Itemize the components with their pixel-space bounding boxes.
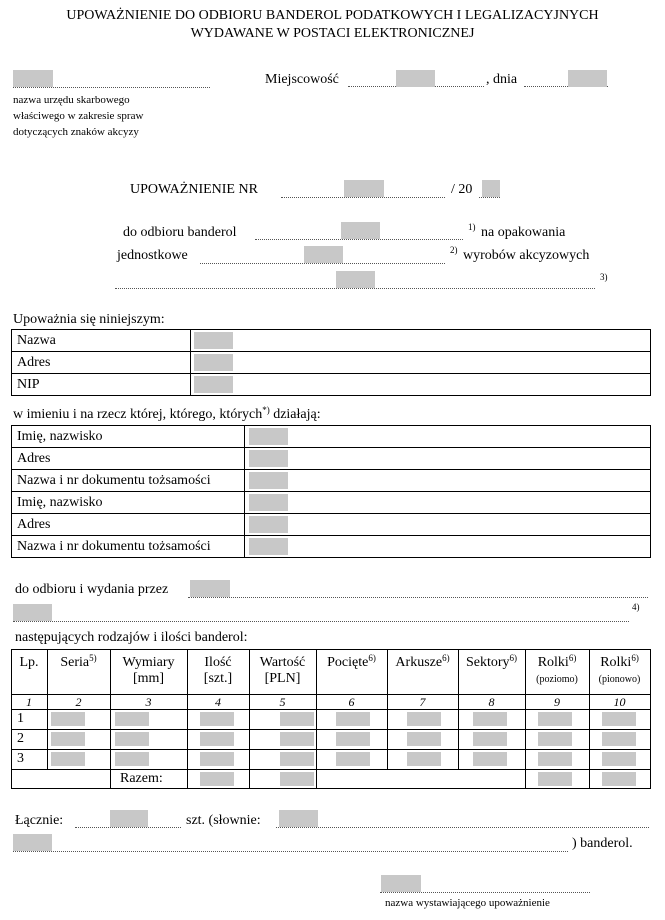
signature-field[interactable]: [381, 875, 421, 892]
authorized-name-field[interactable]: [194, 332, 233, 349]
person2-name-field[interactable]: [249, 494, 288, 511]
date-label: , dnia: [486, 72, 518, 87]
row1-dimensions-field[interactable]: [115, 712, 149, 726]
row1-sheets-field[interactable]: [407, 712, 441, 726]
packaging-field[interactable]: [304, 246, 343, 263]
row2-sectors-field[interactable]: [473, 732, 507, 746]
col-header-text: Ilość: [204, 655, 232, 670]
total-words-line1: [276, 827, 649, 828]
banderol-type-field[interactable]: [341, 222, 380, 239]
footnote-4-marker: 4): [632, 602, 640, 612]
person1-id-field[interactable]: [249, 472, 288, 489]
row2-quantity-field[interactable]: [200, 732, 234, 746]
col-header-ilosc: [187, 655, 249, 687]
col-header-text: Lp.: [19, 655, 39, 670]
col-number: 8: [488, 695, 495, 709]
total-quantity-field[interactable]: [200, 772, 234, 786]
auth-year-field[interactable]: [482, 180, 500, 197]
total-unit-label: szt. (słownie:: [186, 813, 261, 828]
purpose-line2-dots: [200, 263, 445, 264]
footnote-5-marker: 5): [89, 653, 97, 663]
person2-id-field[interactable]: [249, 538, 288, 555]
issued-by-line2: [13, 621, 629, 622]
footnote-6-marker: 6): [631, 653, 639, 663]
col-number: 4: [215, 695, 221, 709]
footnote-6-marker: 6): [509, 653, 518, 663]
col-header-text: Seria: [60, 655, 90, 670]
row-number: 1: [17, 711, 24, 726]
date-field[interactable]: [568, 70, 607, 87]
col-header-text: Rolki: [537, 655, 569, 670]
col-number: 2: [75, 695, 82, 709]
total-rolls-horizontal-field[interactable]: [538, 772, 572, 786]
row3-series-field[interactable]: [51, 752, 85, 766]
purpose-line1-text: do odbioru banderol: [123, 225, 237, 240]
total-amount-line: [75, 827, 181, 828]
person2-address-field[interactable]: [249, 516, 288, 533]
col-header-wartosc: [249, 655, 316, 687]
col-number: 6: [348, 695, 355, 709]
auth-year-line: [479, 197, 500, 198]
authorized-row-label: Adres: [17, 355, 51, 370]
excise-products-line: [115, 288, 595, 289]
row3-dimensions-field[interactable]: [115, 752, 149, 766]
issued-by-line1: [188, 597, 648, 598]
col-header-text: Rolki: [600, 655, 632, 670]
col-header-rolki-poziomo: [525, 655, 589, 688]
footnote-3-marker: 3): [600, 272, 608, 282]
row2-cut-field[interactable]: [336, 732, 370, 746]
col-number: 9: [554, 695, 560, 709]
person1-name-field[interactable]: [249, 428, 288, 445]
col-header-seria: [47, 655, 110, 671]
col-header-rolki-pionowo: [589, 655, 650, 688]
issuer-field[interactable]: [190, 580, 230, 597]
row2-sheets-field[interactable]: [407, 732, 441, 746]
col-header-unit: [PLN]: [264, 671, 301, 686]
row3-rolls-horizontal-field[interactable]: [538, 752, 572, 766]
footnote-2-marker: 2): [450, 245, 458, 255]
row1-sectors-field[interactable]: [473, 712, 507, 726]
footnote-6-marker: 6): [568, 653, 577, 663]
purpose-line1-post: na opakowania: [481, 225, 566, 240]
purpose-line2-text: jednostkowe: [117, 248, 188, 263]
footnote-6-marker: 6): [368, 653, 376, 663]
signature-line: [380, 892, 590, 893]
col-header-wymiary: [110, 655, 187, 687]
signature-caption: nazwa wystawiającego upoważnienie: [385, 897, 550, 909]
person-row-label: Adres: [17, 451, 51, 466]
banderols-intro: następujących rodzajów i ilości banderol:: [15, 630, 248, 645]
col-header-text: Pocięte: [327, 655, 369, 670]
col-header-sub: (poziomo): [536, 674, 578, 685]
person-row-label: Imię, nazwisko: [17, 495, 103, 510]
row3-sectors-field[interactable]: [473, 752, 507, 766]
total-amount-field[interactable]: [110, 810, 148, 827]
row1-series-field[interactable]: [51, 712, 85, 726]
total-label: Łącznie:: [15, 813, 64, 828]
row2-series-field[interactable]: [51, 732, 85, 746]
col-header-pociete: [316, 655, 387, 671]
total-words-field[interactable]: [279, 810, 318, 827]
office-caption-1: nazwa urzędu skarbowego: [13, 94, 130, 106]
excise-products-field[interactable]: [336, 271, 375, 288]
auth-number-line: [281, 197, 445, 198]
authorized-row-label: Nazwa: [17, 333, 56, 348]
person-row-label: Nazwa i nr dokumentu tożsamości: [17, 473, 211, 488]
row2-value-field[interactable]: [280, 732, 314, 746]
col-number: 3: [145, 695, 152, 709]
total-value-field[interactable]: [280, 772, 314, 786]
col-number: 5: [279, 695, 286, 709]
authorized-row-label: NIP: [17, 377, 40, 392]
col-header-text: Wartość: [259, 655, 306, 670]
row1-rolls-horizontal-field[interactable]: [538, 712, 572, 726]
purpose-line1-dots: [255, 239, 463, 240]
auth-number-field[interactable]: [344, 180, 384, 197]
row2-dimensions-field[interactable]: [115, 732, 149, 746]
row1-rolls-vertical-field[interactable]: [602, 712, 636, 726]
col-header-unit: [szt.]: [203, 671, 233, 686]
row-number: 3: [17, 751, 24, 766]
office-name-field[interactable]: [13, 70, 53, 87]
total-words-line2: [13, 851, 568, 852]
authorized-address-field[interactable]: [194, 354, 233, 371]
col-header-sub: (pionowo): [598, 674, 641, 685]
row3-cut-field[interactable]: [336, 752, 370, 766]
place-field[interactable]: [396, 70, 435, 87]
issued-by-label: do odbioru i wydania przez: [15, 582, 169, 597]
row-number: 2: [17, 731, 24, 746]
total-words-field-continued[interactable]: [13, 834, 52, 851]
row3-rolls-vertical-field[interactable]: [602, 752, 636, 766]
office-name-line: [13, 87, 210, 88]
authorized-intro: Upoważnia się niniejszym:: [13, 312, 165, 327]
col-header-lp: [11, 655, 47, 671]
row3-sheets-field[interactable]: [407, 752, 441, 766]
row1-quantity-field[interactable]: [200, 712, 234, 726]
col-header-text: Sektory: [465, 655, 510, 670]
auth-year-label: / 20: [451, 182, 473, 197]
person1-address-field[interactable]: [249, 450, 288, 467]
total-row-label: Razem:: [120, 771, 163, 786]
purpose-line2-post: wyrobów akcyzowych: [463, 248, 590, 263]
col-header-sektory: [458, 655, 525, 671]
document-title-line2: WYDAWANE W POSTACI ELEKTRONICZNEJ: [190, 26, 475, 41]
on-behalf-intro-end: działają:: [269, 407, 321, 422]
person-row-label: Imię, nazwisko: [17, 429, 103, 444]
issuer-field-continued[interactable]: [13, 604, 52, 621]
row3-quantity-field[interactable]: [200, 752, 234, 766]
on-behalf-intro-text: w imieniu i na rzecz której, którego, których: [13, 407, 263, 422]
col-header-text: Wymiary: [122, 655, 175, 670]
authorized-nip-field[interactable]: [194, 376, 233, 393]
place-label: Miejscowość: [265, 72, 339, 87]
col-number: 1: [26, 695, 32, 709]
document-title-line1: UPOWAŻNIENIE DO ODBIORU BANDEROL PODATKOWYCH I LEGALIZACYJNYCH: [66, 8, 599, 23]
col-number: 7: [419, 695, 426, 709]
on-behalf-intro: [13, 407, 321, 423]
person-row-label: Adres: [17, 517, 51, 532]
auth-number-label: UPOWAŻNIENIE NR: [130, 182, 258, 197]
col-header-text: Arkusze: [395, 655, 443, 670]
footnote-star-marker: *): [262, 405, 270, 415]
footnote-1-marker: 1): [468, 222, 476, 232]
person-row-label: Nazwa i nr dokumentu tożsamości: [17, 539, 211, 554]
office-caption-2: właściwego w zakresie spraw: [13, 110, 144, 122]
row2-rolls-horizontal-field[interactable]: [538, 732, 572, 746]
row1-cut-field[interactable]: [336, 712, 370, 726]
col-number: 10: [613, 695, 626, 709]
row3-value-field[interactable]: [280, 752, 314, 766]
col-header-unit: [mm]: [132, 671, 165, 686]
footnote-6-marker: 6): [442, 653, 450, 663]
row2-rolls-vertical-field[interactable]: [602, 732, 636, 746]
total-rolls-vertical-field[interactable]: [602, 772, 636, 786]
col-header-arkusze: [387, 655, 458, 671]
row1-value-field[interactable]: [280, 712, 314, 726]
total-end-label: ) banderol.: [572, 836, 633, 851]
office-caption-3: dotyczących znaków akcyzy: [13, 126, 139, 138]
